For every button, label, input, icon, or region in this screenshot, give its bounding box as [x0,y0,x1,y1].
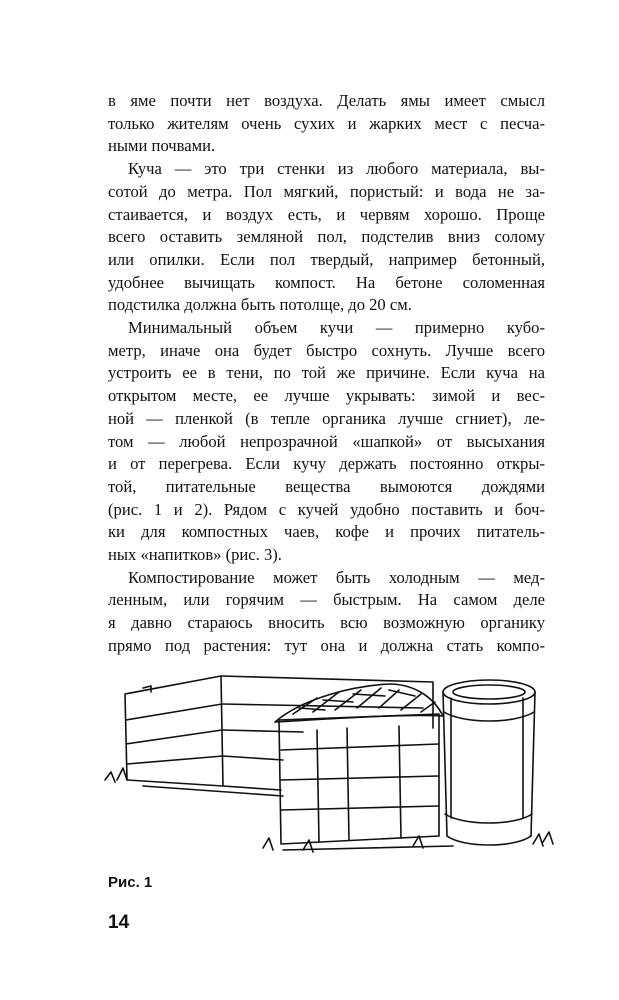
text-line: ки для компостных чаев, кофе и прочих питатель- [108,522,545,542]
text-line: Минимальный объем кучи — примерно кубо- [128,318,545,338]
body-text [108,90,545,658]
text-line: только жителям очень сухих и жарких мест с песча- [108,113,545,133]
text-line: том — любой непрозрачной «шапкой» от высыхания [108,431,545,451]
text-line: стаивается, и воздух есть, и червям хорошо. Проще [108,204,545,224]
text-line: всего оставить земляной пол, подстелив вниз солому [108,227,545,247]
compost-bin-illustration [103,668,558,863]
text-line: ленным, или горячим — быстрым. На самом деле [108,590,545,610]
text-line: открытом месте, ее лучше укрывать: зимой и вес- [108,386,545,406]
text-line: ной — пленкой (в тепле органика лучше сгниет), ле- [108,408,545,428]
text-line: ными почвами. [108,136,216,156]
paragraph [108,317,545,567]
text-line: подстилка должна быть потолще, до 20 см. [108,295,412,315]
text-line: Куча — это три стенки из любого материала, вы- [128,159,545,179]
page-number: 14 [108,912,130,933]
text-line: удобнее вычищать компост. На бетоне соломенная [108,272,545,292]
text-line: ных «напитков» (рис. 3). [108,545,282,565]
text-line: прямо под растения: тут она и должна стать компо- [108,635,545,655]
text-line: сотой до метра. Пол мягкий, пористый: и вода не за- [108,181,545,201]
text-line: Компостирование может быть холодным — мед- [128,567,545,587]
text-line: метр, иначе она будет быстро сохнуть. Лучше всего [108,340,545,360]
text-line: и от перегрева. Если кучу держать постоянно откры- [108,454,545,474]
figure-caption: Рис. 1 [108,874,153,891]
paragraph [108,567,545,658]
text-line: в яме почти нет воздуха. Делать ямы имеет смысл [108,91,545,110]
paragraph [108,158,545,317]
text-line: (рис. 1 и 2). Рядом с кучей удобно поставить и боч- [108,499,545,519]
paragraph [108,90,545,158]
text-line: я давно стараюсь вносить всю возможную органику [108,613,545,633]
text-line: устроить ее в тени, по той же причине. Если куча на [108,363,545,383]
text-line: или опилки. Если пол твердый, например бетонный, [108,249,545,269]
text-line: той, питательные вещества вымоются дождями [108,476,545,496]
